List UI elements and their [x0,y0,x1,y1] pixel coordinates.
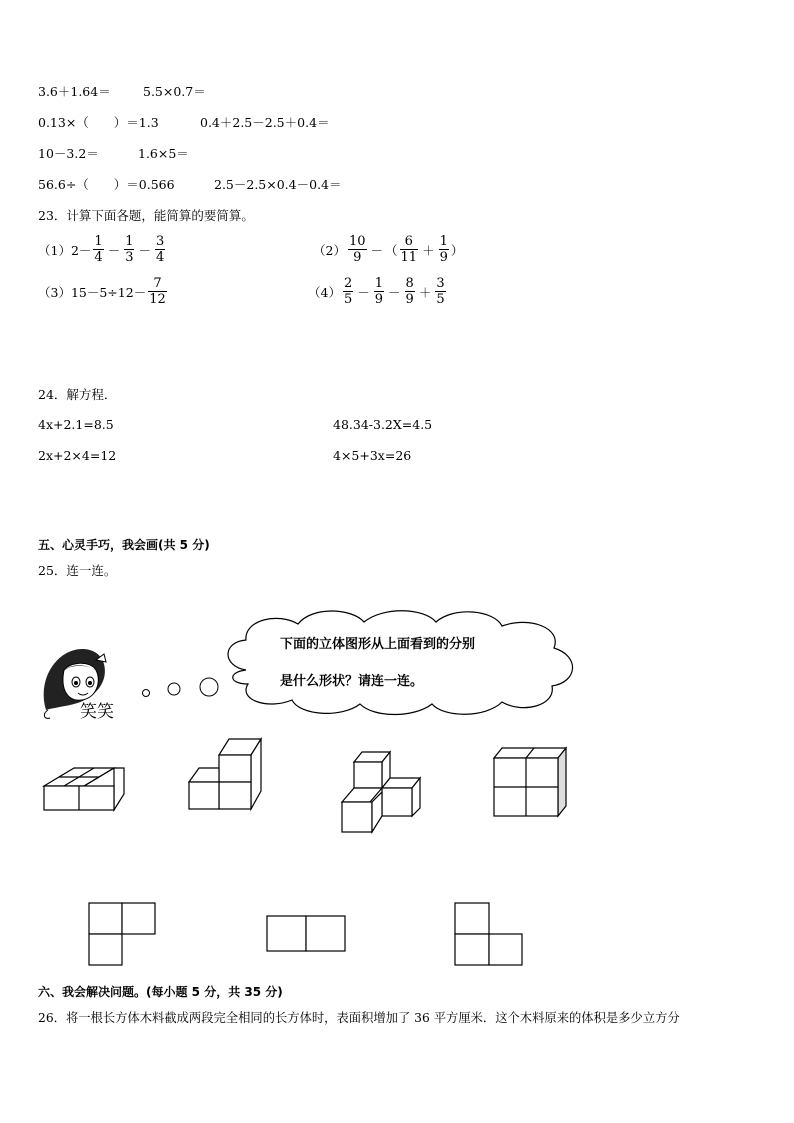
minus-sign: － [107,242,121,258]
section-5-heading: 五、心灵手巧，我会画(共 5 分) [38,538,210,552]
left-paren: （ [385,242,398,258]
plus-sign: ＋ [422,242,435,258]
numerator: 3 [436,276,445,291]
top-view-shape-3 [454,902,524,966]
oral-r4-a: 56.6÷（ ）＝0.566 [38,177,175,192]
minus-sign: － [370,242,384,258]
p3-label: （3）15－5÷12－ [38,284,147,300]
fraction [435,276,445,307]
denominator: 9 [374,292,384,307]
fraction [439,234,449,265]
oral-r3-a: 10－3.2＝ [38,146,99,161]
cloud-line-1: 下面的立体图形从上面看到的分别 [280,637,476,652]
right-paren: ） [450,242,464,258]
equation-4: 4×5+3x=26 [333,448,412,463]
q26-text: 26．将一根长方体木料截成两段完全相同的长方体时，表面积增加了 36 平方厘米．这个木料原来的体积是多少立方分 [38,1011,680,1025]
q24-title: 24．解方程． [38,387,117,402]
equation-1: 4x+2.1=8.5 [38,417,114,432]
q25-title: 25．连一连。 [38,563,117,578]
numerator: 1 [125,234,134,249]
q23-title: 23．计算下面各题，能简算的要简算。 [38,208,254,223]
denominator: 3 [125,250,134,265]
top-view-shape-1 [88,902,158,966]
solid-figure-1 [40,754,130,814]
denominator: 9 [405,292,414,307]
equation-3: 2x+2×4=12 [38,448,117,463]
q23-problem-1 [38,234,167,265]
equation-2: 48.34-3.2X=4.5 [333,417,433,432]
denominator: 11 [400,250,418,265]
denominator: 5 [436,292,445,307]
denominator: 12 [149,292,166,307]
top-view-shape-2 [266,915,346,953]
fraction [400,234,419,265]
oral-r2-a: 0.13×（ ）＝1.3 [38,115,159,130]
section-6-heading: 六、我会解决问题。(每小题 5 分，共 35 分) [38,985,283,999]
fraction [93,234,103,265]
numerator: 1 [374,276,384,291]
fraction [155,234,165,265]
solid-figure-4 [490,744,570,818]
p2-label: （2） [313,242,346,258]
fraction [124,234,134,265]
p4-label: （4） [308,284,341,300]
plus-sign: ＋ [418,284,432,300]
oral-r1-b: 5.5×0.7＝ [143,84,206,99]
denominator: 9 [439,250,448,265]
denominator: 4 [156,250,165,265]
cloud-line-2: 是什么形状？请连一连。 [280,674,424,689]
q23-problem-4 [308,276,448,307]
fraction [374,276,384,307]
fraction [405,276,415,307]
numerator: 6 [400,234,419,250]
denominator: 5 [343,292,353,307]
solid-figure-2 [187,737,267,813]
solid-figure-3 [338,750,428,834]
girl-name: 笑笑 [80,702,114,722]
numerator: 1 [94,234,103,249]
numerator: 3 [156,234,165,249]
thought-bubbles [140,676,220,700]
minus-sign: － [138,242,151,258]
oral-r4-b: 2.5－2.5×0.4－0.4＝ [214,177,342,192]
oral-r1-a: 3.6＋1.64＝ [38,84,111,99]
denominator: 4 [94,250,103,265]
numerator: 2 [343,276,353,291]
numerator: 10 [348,234,366,249]
q23-problem-3 [38,276,169,307]
q23-problem-2 [313,234,463,265]
numerator: 7 [148,276,167,292]
fraction [148,276,167,307]
oral-r2-b: 0.4＋2.5－2.5＋0.4＝ [200,115,330,130]
p1-label: （1）2－ [38,242,92,258]
denominator: 9 [353,250,362,265]
oral-r3-b: 1.6×5＝ [138,146,189,161]
fraction [343,276,353,307]
numerator: 8 [405,276,414,291]
fraction [348,234,367,265]
minus-sign: － [388,284,401,300]
numerator: 1 [439,234,448,249]
thought-cloud [218,606,582,718]
minus-sign: － [357,284,370,300]
